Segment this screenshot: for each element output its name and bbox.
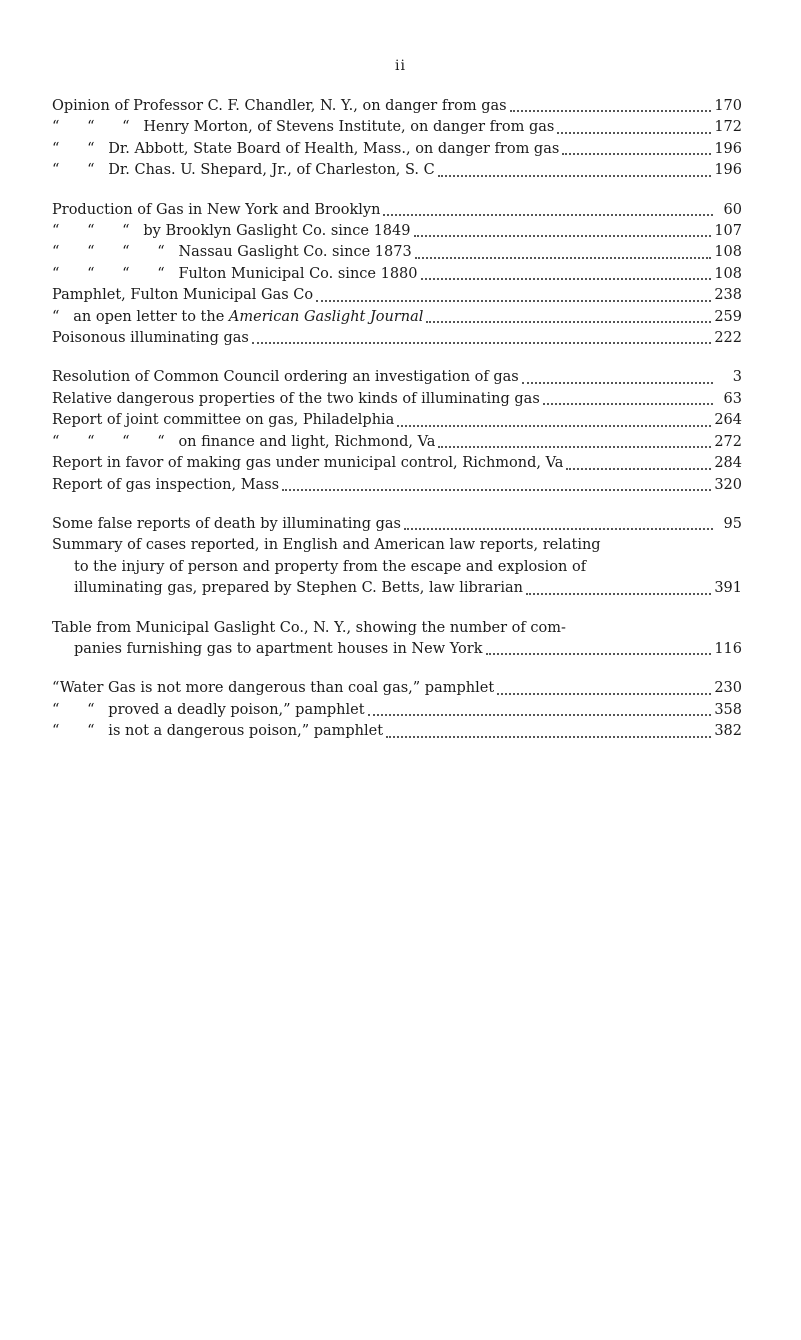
index-entry [52,514,742,535]
index-group [52,678,742,742]
index-entry [52,307,742,328]
index-entry [52,264,742,285]
entry-text: “ “ Dr. Chas. U. Shepard, Jr., of Charleston, S. C [52,162,435,179]
entry-page: 63 [723,390,742,407]
index-group [52,367,742,495]
entry-text: Report of gas inspection, Mass [52,476,280,493]
dot-leader [438,446,711,448]
entry-page: 60 [723,201,742,218]
dot-leader [526,593,711,595]
index-entry [52,96,742,117]
dot-leader [404,528,713,530]
entry-text: “ “ “ “ on finance and light, Richmond, Va [52,433,436,450]
entry-text [52,307,423,328]
entry-text-prefix: “ an open letter to the [52,308,229,325]
index-entry [52,242,742,263]
entry-page: 259 [714,308,742,325]
entry-text: Relative dangerous properties of the two kinds of illuminating gas [52,390,540,407]
page-number: ii [395,58,406,74]
entry-text: “ “ Dr. Abbott, State Board of Health, Mass., on danger from gas [52,140,560,157]
dot-leader [383,214,713,216]
dot-leader [426,321,711,323]
entry-text-italic: American Gaslight Journal [228,308,424,325]
entry-page: 108 [714,244,742,261]
entry-text: “ “ “ by Brooklyn Gaslight Co. since 1849 [52,223,411,240]
entry-text: Table from Municipal Gaslight Co., N. Y., showing the number of com- [52,619,566,636]
entry-text: “ “ is not a dangerous poison,” pamphlet [52,723,384,740]
entry-text: Pamphlet, Fulton Municipal Gas Co [52,287,314,304]
dot-leader [543,403,713,405]
dot-leader [282,489,711,491]
entry-text: Opinion of Professor C. F. Chandler, N. Y., on danger from gas [52,98,507,114]
index-entry [52,367,742,388]
entry-page: 230 [714,680,742,697]
entry-line [52,618,742,639]
entry-page: 3 [732,369,742,386]
dot-leader [497,693,711,695]
dot-leader [252,342,711,344]
index-entry [52,221,742,242]
entry-text: Production of Gas in New York and Brooklyn [52,201,381,218]
entry-line [52,639,742,660]
index-entry [52,285,742,306]
dot-leader [421,278,712,280]
entry-continuation: to the injury of person and property from the escape and explosion of [74,558,587,575]
entry-page: 196 [714,162,742,179]
index-group [52,618,742,661]
dot-leader [522,382,713,384]
entry-text: “ “ “ “ Nassau Gaslight Co. since 1873 [52,244,412,261]
index-entry [52,389,742,410]
index-entry [52,475,742,496]
entry-text: “ “ proved a deadly poison,” pamphlet [52,701,365,718]
dot-leader [316,300,711,302]
entry-page: 382 [714,723,742,740]
dot-leader [486,653,712,655]
index-entry [52,700,742,721]
dot-leader [562,153,711,155]
entry-page: 196 [714,140,742,157]
index-entry [52,678,742,699]
index-group [52,200,742,350]
index-entry [52,410,742,431]
index-group [52,514,742,600]
dot-leader [368,714,712,716]
index-entry [52,328,742,349]
entry-text: Poisonous illuminating gas [52,330,249,347]
dot-leader [415,257,712,259]
entry-page: 264 [714,412,742,429]
index-entry [52,432,742,453]
index-entry [52,139,742,160]
entry-page: 320 [714,476,742,493]
entry-text: illuminating gas, prepared by Stephen C. Betts, law librarian [74,580,523,597]
dot-leader [566,468,711,470]
entry-line [52,535,742,556]
index-entry [52,200,742,221]
entry-page: 170 [714,98,742,114]
entry-page: 391 [714,580,742,597]
entry-page: 95 [723,515,742,532]
entry-page: 284 [714,455,742,472]
entry-text: “ “ “ “ Fulton Municipal Co. since 1880 [52,265,418,282]
index-entry [52,453,742,474]
entry-page: 238 [714,287,742,304]
entry-text: “Water Gas is not more dangerous than coal gas,” pamphlet [52,680,495,697]
entry-page: 272 [714,433,742,450]
index-entry-multiline [52,618,742,661]
entry-page: 107 [714,223,742,240]
entry-page: 108 [714,265,742,282]
index-group [52,96,742,182]
dot-leader [510,110,712,112]
entry-text: Resolution of Common Council ordering an investigation of gas [52,369,519,386]
entry-line [52,578,742,599]
dot-leader [438,175,712,177]
entry-text: Report of joint committee on gas, Philadelphia [52,412,395,429]
index-list [52,96,742,761]
entry-text: Report in favor of making gas under municipal control, Richmond, Va [52,455,564,472]
index-entry-multiline [52,535,742,599]
dot-leader [386,736,711,738]
index-entry [52,160,742,181]
dot-leader [397,425,711,427]
entry-text: Summary of cases reported, in English and American law reports, relating [52,537,601,554]
index-entry [52,721,742,742]
entry-text: “ “ “ Henry Morton, of Stevens Institute, on danger from gas [52,119,555,136]
entry-text: panies furnishing gas to apartment houses in New York [74,640,483,657]
entry-page: 358 [714,701,742,718]
dot-leader [557,132,711,134]
entry-text: Some false reports of death by illuminating gas [52,515,401,532]
entry-page: 172 [714,119,742,136]
entry-page: 116 [714,640,742,657]
index-entry [52,117,742,138]
dot-leader [414,235,712,237]
entry-page: 222 [714,330,742,347]
